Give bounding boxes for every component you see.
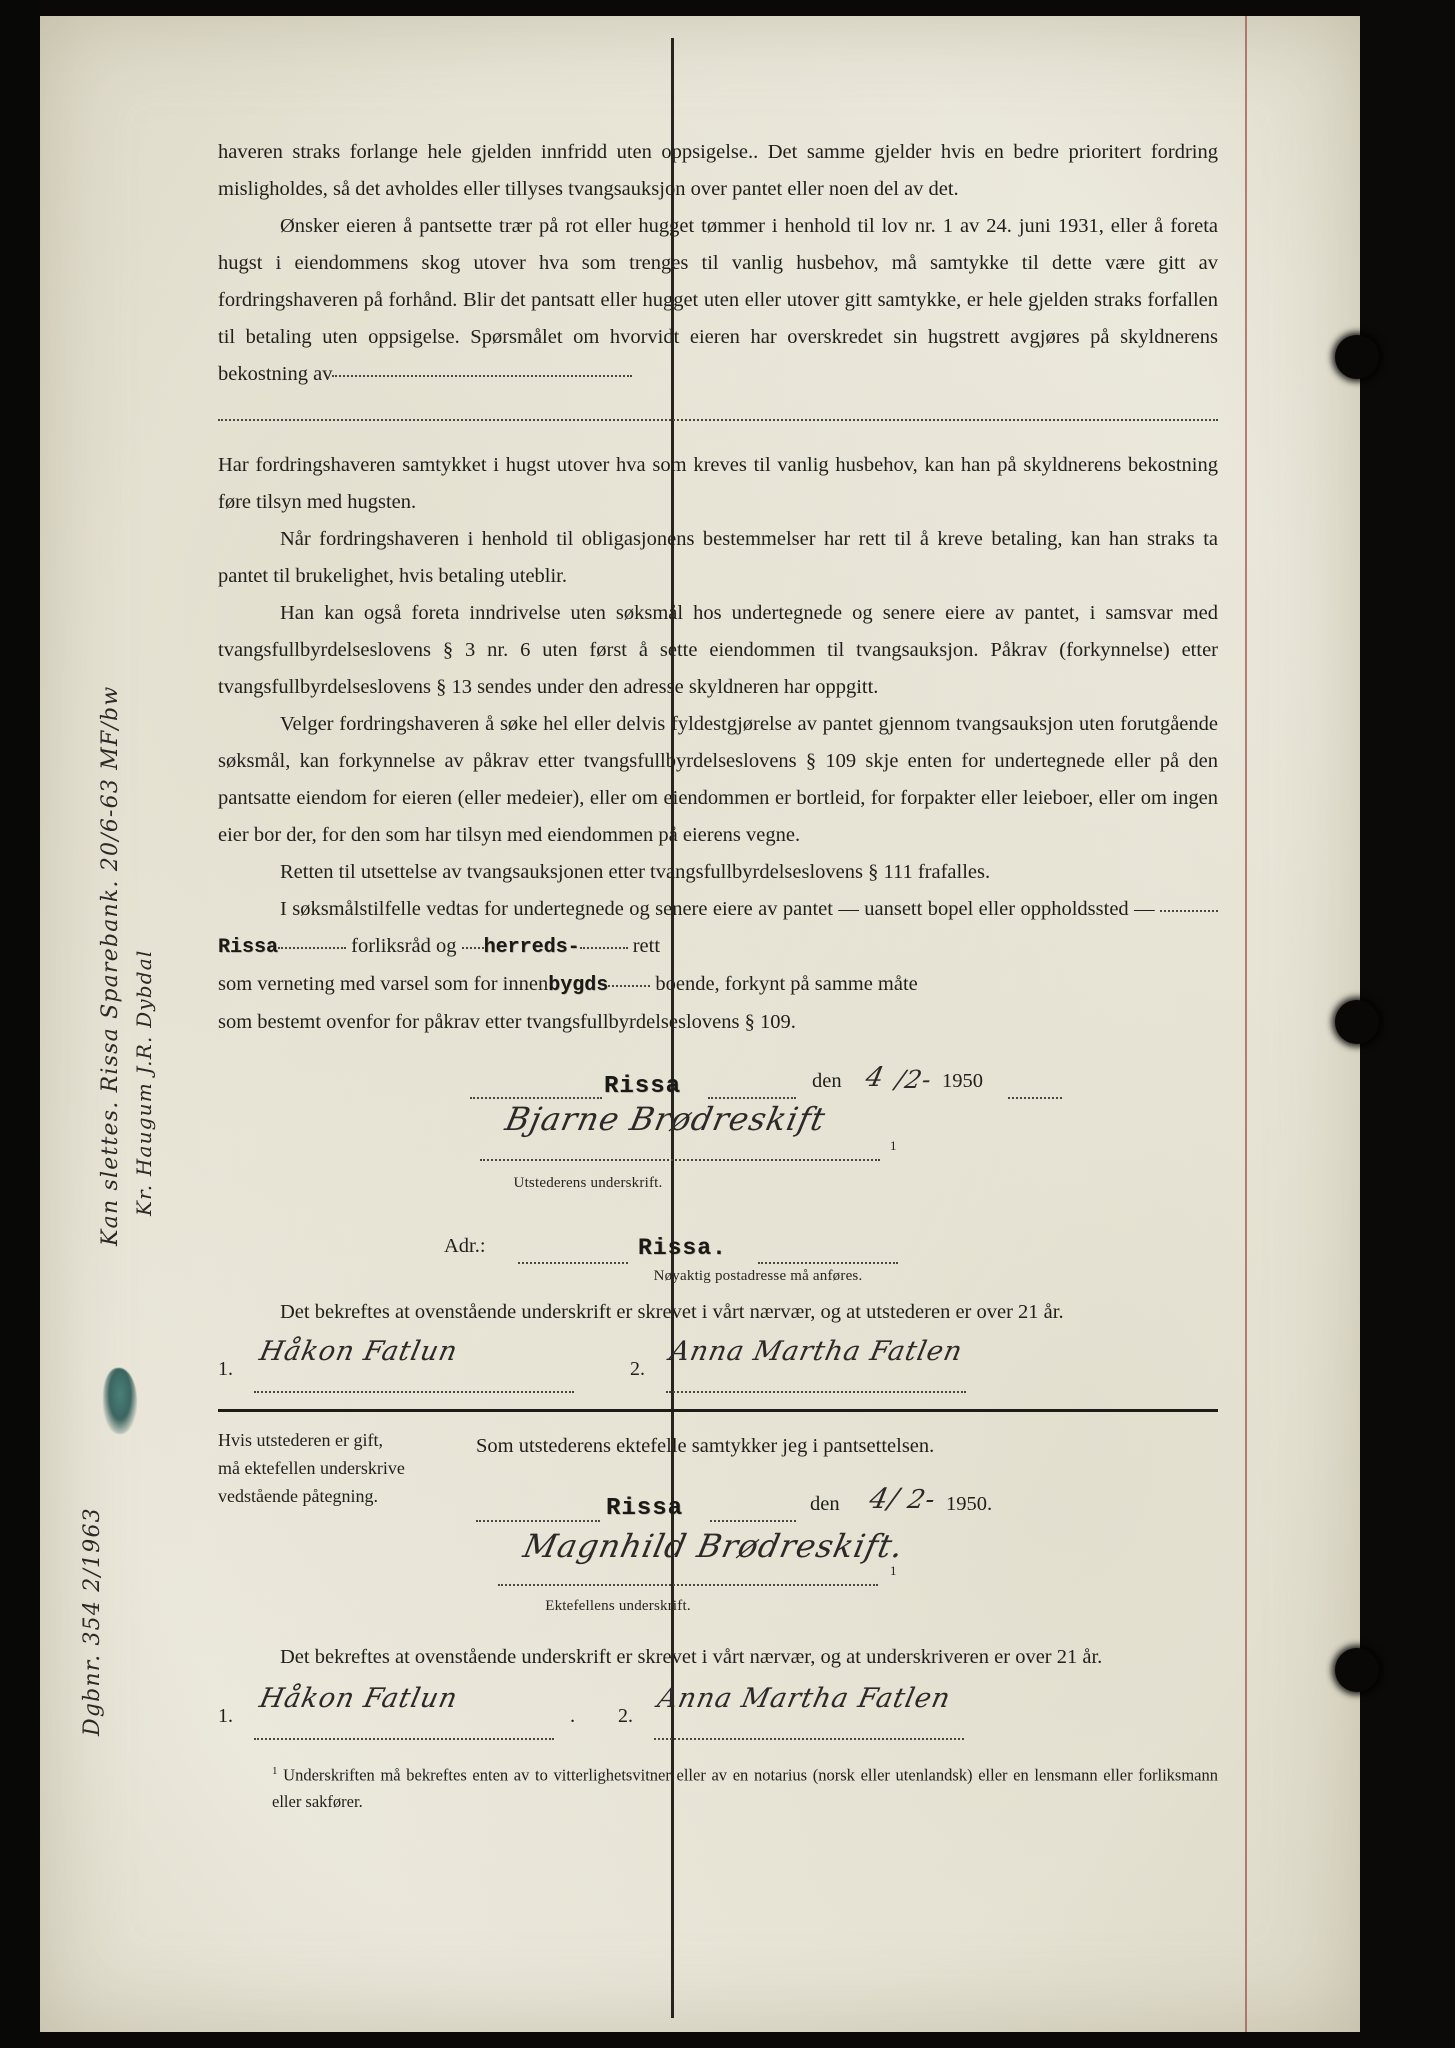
address-value[interactable]: Rissa. — [638, 1235, 727, 1261]
paragraph-2 — [218, 208, 1218, 393]
spouse-note-line-1: Hvis utstederen er gift, — [218, 1430, 383, 1450]
spouse-place-leader-b[interactable] — [710, 1506, 796, 1522]
issuer-signature-marker: 1 — [890, 1138, 897, 1153]
address-caption: Nøyaktig postadresse må anføres. — [653, 1268, 863, 1284]
spouse-place-value[interactable]: Rissa — [606, 1495, 684, 1522]
witness-2-number-2: 2. — [618, 1705, 633, 1727]
witness-2-separator: . — [570, 1705, 576, 1727]
witness-2-text: Det bekreftes at ovenstående underskrift er skrevet i vårt nærvær, og at underskriveren er over 21 år. — [280, 1646, 1103, 1668]
spouse-signature: Magnhild Brødreskift. — [520, 1527, 908, 1565]
spouse-note-line-3: vedstående påtegning. — [218, 1486, 378, 1506]
issuer-day-value[interactable]: 4 — [862, 1062, 888, 1093]
footnote — [272, 1758, 1218, 1815]
witness-1-text: Det bekreftes at ovenstående underskrift er skrevet i vårt nærvær, og at utstederen er over 21 år. — [280, 1301, 1064, 1323]
paragraph-2-text: Ønsker eieren å pantsette trær på rot eller hugget tømmer i henhold til lov nr. 1 av 24. juni 1931, eller å foreta hugst i eiendommens skog utover hva som trenges til vanlig husbehov, må samtykke til dette være gitt av fordringshaveren på forhånd. Blir det pantsatt eller hugget uten eller utover gitt samtykke, er hele gjelden straks forfallen til betaling uten oppsigelse. Spørsmålet om hvorvidt eieren har overskredet sin hugstrett avgjøres på skyldnerens bekostning av — [218, 215, 1218, 385]
witness-1-number-1: 1. — [218, 1358, 233, 1380]
section-divider — [218, 1409, 1218, 1412]
paragraph-1: haveren straks forlange hele gjelden innfridd uten oppsigelse.. Det samme gjelder hvis en bedre prioritert fordring misligholdes, så det avholdes eller tillyses tvangsauksjon over pantet eller noen del av det. — [218, 141, 1218, 200]
paragraph-3: Har fordringshaveren samtykket i hugst utover hva som kreves til vanlig husbehov, kan han på skyldnerens bekostning føre tilsyn med hugsten. — [218, 454, 1218, 513]
witness-2-signatures — [218, 1684, 1218, 1746]
punch-hole-2 — [1335, 1000, 1379, 1044]
margin-annotation-1: Kan slettes. Rissa Sparebank. 20/6-63 MF/bw — [98, 685, 123, 1246]
address-label: Adr.: — [444, 1235, 486, 1257]
spouse-signature-marker: 1 — [890, 1563, 897, 1578]
spouse-day-value[interactable]: 4/ — [866, 1482, 903, 1515]
spouse-place-leader-a[interactable] — [476, 1506, 600, 1522]
venue-leader-b[interactable] — [278, 933, 346, 949]
issuer-place-value[interactable]: Rissa — [604, 1073, 682, 1100]
paragraph-7: Retten til utsettelse av tvangsauksjonen etter tvangsfullbyrdelseslovens § 111 frafalles. — [280, 861, 991, 883]
margin-annotation-2: Kr. Haugum J.R. Dybdal — [132, 949, 156, 1216]
issuer-signature-caption: Utstederens underskrift. — [513, 1175, 663, 1191]
venue-lead: I søksmålstilfelle vedtas for undertegnede og senere eiere av pantet — uansett bopel eller oppholdssted — — [280, 898, 1155, 920]
issuer-signature-row — [218, 1100, 1218, 1165]
venue-mid-1: forliksråd og — [351, 935, 457, 957]
footnote-marker: 1 — [272, 1765, 278, 1777]
witness-2-signature-1: Håkon Fatlun — [256, 1683, 461, 1714]
venue-leader-d[interactable] — [580, 933, 628, 949]
witness-2-rule-2[interactable] — [654, 1724, 964, 1740]
witness-2-signature-2: Anna Martha Fatlen — [654, 1683, 954, 1714]
paragraph-5: Han kan også foreta inndrivelse uten søksmål hos undertegnede og senere eiere av pantet, i samsvar med tvangsfullbyrdelseslovens § 3 nr. 6 uten først å sette eiendommen til tvangsauksjon. Påkrav (forkynnelse) etter tvangsfullbyrdelseslovens § 13 sendes under den adresse skyldneren har oppgitt. — [218, 602, 1218, 698]
witness-2-rule-1[interactable] — [254, 1724, 554, 1740]
witness-1-signature-1: Håkon Fatlun — [256, 1336, 461, 1367]
witness-1-rule-2[interactable] — [666, 1377, 966, 1393]
witness-1-number-2: 2. — [630, 1358, 645, 1380]
venue-line2-post: boende, forkynt på samme måte — [655, 973, 918, 995]
ink-stamp-blot — [103, 1368, 137, 1434]
fill-leader-2[interactable] — [218, 419, 1218, 421]
issuer-date-leader[interactable] — [1008, 1083, 1062, 1099]
spouse-signature-rule[interactable] — [498, 1570, 878, 1586]
forliksrad-value[interactable]: Rissa — [218, 936, 279, 959]
spouse-block — [218, 1422, 1218, 1534]
herreds-value[interactable]: herreds- — [483, 936, 580, 959]
scan-left-gutter — [0, 0, 40, 2048]
issuer-signature-rule[interactable] — [480, 1145, 880, 1161]
spouse-consent-text: Som utstederens ektefelle samtykker jeg i pantsettelsen. — [476, 1435, 935, 1457]
paragraph-4: Når fordringshaveren i henhold til obligasjonens bestemmelser har rett til å kreve betaling, kan han straks ta pantet til brukelighet, hvis betaling uteblir. — [218, 528, 1218, 587]
bygds-value[interactable]: bygds — [548, 974, 609, 997]
fill-leader-1[interactable] — [332, 361, 632, 377]
witness-1-signature-2: Anna Martha Fatlen — [666, 1336, 966, 1367]
spouse-note-line-2: må ektefellen underskrive — [218, 1458, 405, 1478]
issuer-year-value: 1950 — [942, 1070, 983, 1092]
issuer-den-label: den — [812, 1070, 842, 1092]
issuer-address-row — [218, 1228, 1218, 1284]
deed-text-body — [218, 134, 1218, 1815]
venue-leader-c[interactable] — [462, 933, 484, 949]
venue-mid-2: rett — [632, 935, 661, 957]
witness-1-signatures — [218, 1337, 1218, 1399]
spouse-month-value[interactable]: 2- — [904, 1485, 939, 1515]
issuer-month-value[interactable]: /2- — [892, 1065, 935, 1094]
red-margin-rule — [1245, 16, 1247, 2032]
venue-leader-a[interactable] — [1160, 896, 1218, 912]
venue-leader-e[interactable] — [608, 971, 650, 987]
spouse-signature-caption: Ektefellens underskrift. — [545, 1598, 691, 1614]
issuer-signature: Bjarne Brødreskift — [502, 1100, 830, 1138]
venue-clause — [218, 891, 1218, 1041]
issuer-place-leader-b[interactable] — [708, 1083, 796, 1099]
punch-hole-1 — [1335, 335, 1379, 379]
paragraph-6: Velger fordringshaveren å søke hel eller delvis fyldestgjørelse av pantet gjennom tvangsauksjon uten forutgående søksmål, kan forkynnelse av påkrav etter tvangsfullbyrdelseslovens § 109 skje enten for undertegnede eller på den pantsatte eiendom for eieren (eller medeier), eller om eiendommen er bortleid, for forpakter eller leieboer, eller om ingen eier bor der, for den som har tilsyn med eiendommen på eierens vegne. — [218, 713, 1218, 846]
spouse-den-label: den — [810, 1493, 840, 1515]
margin-annotation-3: Dgbnr. 354 2/1963 — [80, 1507, 105, 1736]
venue-line2-pre: som verneting med varsel som for innen — [218, 973, 549, 995]
punch-hole-3 — [1335, 1648, 1379, 1692]
issuer-date-line — [218, 1063, 1218, 1103]
issuer-place-leader-a[interactable] — [470, 1083, 602, 1099]
witness-1-rule-1[interactable] — [254, 1377, 574, 1393]
witness-2-number-1: 1. — [218, 1705, 233, 1727]
footnote-text: Underskriften må bekreftes enten av to vitterlighetsvitner eller av en notarius (norsk eller utenlandsk) eller en lensmann eller forliksmann eller sakfører. — [272, 1765, 1219, 1811]
spouse-signature-row — [218, 1527, 1218, 1588]
venue-line3: som bestemt ovenfor for påkrav etter tvangsfullbyrdelseslovens § 109. — [218, 1011, 796, 1033]
paper-sheet — [40, 16, 1360, 2032]
spouse-year-value: 1950. — [946, 1493, 993, 1515]
